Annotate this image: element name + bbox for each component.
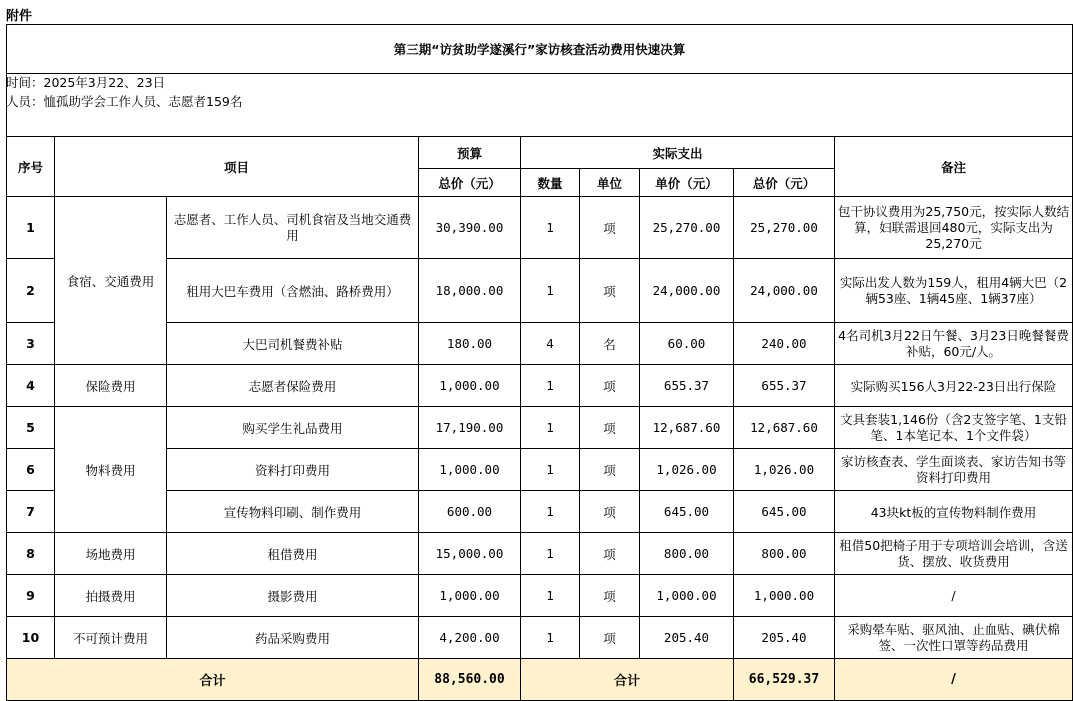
row-budget: 1,000.00 <box>419 449 521 491</box>
row-total: 24,000.00 <box>734 259 835 323</box>
header-unit: 单位 <box>580 169 640 197</box>
row-total: 12,687.60 <box>734 407 835 449</box>
row-qty: 1 <box>521 533 580 575</box>
row-budget: 1,000.00 <box>419 575 521 617</box>
row-qty: 1 <box>521 259 580 323</box>
row-total: 205.40 <box>734 617 835 659</box>
row-unit: 项 <box>580 491 640 533</box>
row-budget: 30,390.00 <box>419 197 521 259</box>
row-item: 志愿者、工作人员、司机食宿及当地交通费用 <box>167 197 419 259</box>
row-item: 志愿者保险费用 <box>167 365 419 407</box>
row-qty: 1 <box>521 575 580 617</box>
row-unit: 项 <box>580 407 640 449</box>
sheet-title: 第三期“访贫助学遂溪行”家访核查活动费用快速决算 <box>7 25 1073 74</box>
row-item: 宣传物料印刷、制作费用 <box>167 491 419 533</box>
total-actual: 66,529.37 <box>734 659 835 701</box>
header-budget-total: 总价（元） <box>419 169 521 197</box>
row-remark: 家访核查表、学生面谈表、家访告知书等资料打印费用 <box>835 449 1073 491</box>
row-remark: 租借50把椅子用于专项培训会培训，含送货、摆放、收货费用 <box>835 533 1073 575</box>
row-budget: 17,190.00 <box>419 407 521 449</box>
header-qty: 数量 <box>521 169 580 197</box>
table-row <box>7 259 1073 323</box>
table-row <box>7 407 1073 449</box>
row-remark: / <box>835 575 1073 617</box>
row-unit-price: 12,687.60 <box>640 407 734 449</box>
row-total: 25,270.00 <box>734 197 835 259</box>
table-row <box>7 365 1073 407</box>
row-unit: 项 <box>580 365 640 407</box>
category-cell: 食宿、交通费用 <box>55 197 167 365</box>
row-item: 资料打印费用 <box>167 449 419 491</box>
row-item: 租借费用 <box>167 533 419 575</box>
row-seq: 2 <box>7 259 55 323</box>
row-unit: 名 <box>580 323 640 365</box>
header-seq: 序号 <box>7 137 55 197</box>
header-unit-price: 单价（元） <box>640 169 734 197</box>
row-unit: 项 <box>580 449 640 491</box>
total-remark: / <box>835 659 1073 701</box>
row-qty: 1 <box>521 407 580 449</box>
category-cell: 拍摄费用 <box>55 575 167 617</box>
row-seq: 6 <box>7 449 55 491</box>
header-actual-total: 总价（元） <box>734 169 835 197</box>
row-remark: 包干协议费用为25,750元，按实际人数结算，妇联需退回480元，实际支出为25,270元 <box>835 197 1073 259</box>
row-total: 240.00 <box>734 323 835 365</box>
row-unit-price: 60.00 <box>640 323 734 365</box>
row-item: 摄影费用 <box>167 575 419 617</box>
row-seq: 4 <box>7 365 55 407</box>
row-unit-price: 645.00 <box>640 491 734 533</box>
row-unit-price: 24,000.00 <box>640 259 734 323</box>
table-row <box>7 617 1073 659</box>
row-budget: 600.00 <box>419 491 521 533</box>
row-unit: 项 <box>580 617 640 659</box>
row-remark: 文具套装1,146份（含2支签字笔、1支铅笔、1本笔记本、1个文件袋） <box>835 407 1073 449</box>
header-remark: 备注 <box>835 137 1073 197</box>
row-budget: 180.00 <box>419 323 521 365</box>
row-unit-price: 655.37 <box>640 365 734 407</box>
row-remark: 4名司机3月22日午餐、3月23日晚餐餐费补贴，60元/人。 <box>835 323 1073 365</box>
row-remark: 实际出发人数为159人，租用4辆大巴（2辆53座、1辆45座、1辆37座） <box>835 259 1073 323</box>
row-unit-price: 205.40 <box>640 617 734 659</box>
table-row <box>7 323 1073 365</box>
row-seq: 7 <box>7 491 55 533</box>
row-item: 购买学生礼品费用 <box>167 407 419 449</box>
row-total: 800.00 <box>734 533 835 575</box>
category-cell: 物料费用 <box>55 407 167 533</box>
row-unit-price: 25,270.00 <box>640 197 734 259</box>
row-total: 645.00 <box>734 491 835 533</box>
people-line: 人员：恤孤助学会工作人员、志愿者159名 <box>6 94 243 109</box>
category-cell: 不可预计费用 <box>55 617 167 659</box>
row-item: 药品采购费用 <box>167 617 419 659</box>
row-seq: 5 <box>7 407 55 449</box>
row-unit: 项 <box>580 197 640 259</box>
row-unit: 项 <box>580 575 640 617</box>
category-cell: 场地费用 <box>55 533 167 575</box>
row-qty: 1 <box>521 617 580 659</box>
total-row <box>7 659 1073 701</box>
table-row <box>7 575 1073 617</box>
category-cell: 保险费用 <box>55 365 167 407</box>
row-total: 1,026.00 <box>734 449 835 491</box>
row-budget: 15,000.00 <box>419 533 521 575</box>
row-remark: 实际购买156人3月22-23日出行保险 <box>835 365 1073 407</box>
row-budget: 18,000.00 <box>419 259 521 323</box>
row-qty: 1 <box>521 197 580 259</box>
row-budget: 4,200.00 <box>419 617 521 659</box>
table-row <box>7 197 1073 259</box>
time-line: 时间：2025年3月22、23日 <box>6 75 166 90</box>
row-qty: 1 <box>521 449 580 491</box>
total-label-actual: 合计 <box>521 659 734 701</box>
header-item: 项目 <box>55 137 419 197</box>
row-unit-price: 800.00 <box>640 533 734 575</box>
total-budget: 88,560.00 <box>419 659 521 701</box>
row-seq: 3 <box>7 323 55 365</box>
row-total: 655.37 <box>734 365 835 407</box>
row-item: 大巴司机餐费补贴 <box>167 323 419 365</box>
row-budget: 1,000.00 <box>419 365 521 407</box>
row-qty: 1 <box>521 491 580 533</box>
total-label: 合计 <box>7 659 419 701</box>
row-unit-price: 1,026.00 <box>640 449 734 491</box>
row-qty: 4 <box>521 323 580 365</box>
table-row <box>7 491 1073 533</box>
row-qty: 1 <box>521 365 580 407</box>
expense-table <box>6 24 1073 701</box>
row-total: 1,000.00 <box>734 575 835 617</box>
table-row <box>7 449 1073 491</box>
row-seq: 10 <box>7 617 55 659</box>
row-item: 租用大巴车费用（含燃油、路桥费用） <box>167 259 419 323</box>
row-remark: 43块kt板的宣传物料制作费用 <box>835 491 1073 533</box>
header-budget: 预算 <box>419 137 521 169</box>
row-seq: 9 <box>7 575 55 617</box>
row-unit: 项 <box>580 533 640 575</box>
row-remark: 采购晕车贴、驱风油、止血贴、碘伏棉签、一次性口罩等药品费用 <box>835 617 1073 659</box>
row-unit: 项 <box>580 259 640 323</box>
row-unit-price: 1,000.00 <box>640 575 734 617</box>
row-seq: 1 <box>7 197 55 259</box>
table-row <box>7 533 1073 575</box>
header-actual: 实际支出 <box>521 137 835 169</box>
row-seq: 8 <box>7 533 55 575</box>
attachment-label: 附件 <box>6 9 33 24</box>
